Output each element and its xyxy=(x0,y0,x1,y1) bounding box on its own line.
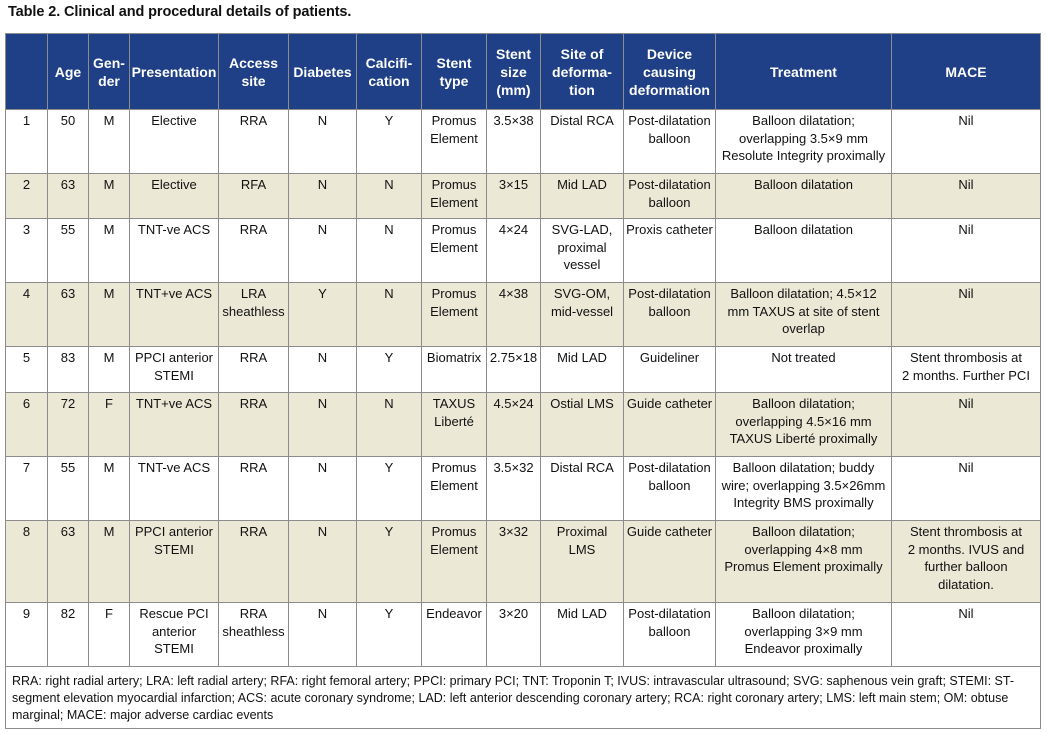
device-causing-deformation-cell: Post-dilatation balloon xyxy=(624,283,716,347)
site-of-deformation-cell: Distal RCA xyxy=(541,457,624,521)
diabetes-cell: N xyxy=(289,393,357,457)
calcification-cell: N xyxy=(357,283,422,347)
stent-type-cell: Promus Element xyxy=(422,457,487,521)
table-row xyxy=(6,457,1041,521)
stent-size-cell: 3×20 xyxy=(487,603,541,667)
stent-type-cell: Promus Element xyxy=(422,174,487,219)
presentation-cell: Rescue PCI anterior STEMI xyxy=(130,603,219,667)
access-site-cell: RRA xyxy=(219,457,289,521)
treatment-cell: Balloon dilatation xyxy=(716,174,892,219)
stent-size-cell: 2.75×18 xyxy=(487,347,541,393)
site-of-deformation-cell: Mid LAD xyxy=(541,174,624,219)
gender-cell: F xyxy=(89,393,130,457)
calcification-cell: Y xyxy=(357,347,422,393)
device-causing-deformation-cell: Guide catheter xyxy=(624,521,716,603)
header-cell: Presentation xyxy=(130,34,219,110)
diabetes-cell: N xyxy=(289,457,357,521)
table-caption: Table 2. Clinical and procedural details of patients. xyxy=(8,4,352,20)
stent-type-cell: Endeavor xyxy=(422,603,487,667)
mace-cell: Nil xyxy=(892,393,1041,457)
access-site-cell: LRA sheathless xyxy=(219,283,289,347)
patient-number-cell: 1 xyxy=(6,110,48,174)
gender-cell: M xyxy=(89,521,130,603)
gender-cell: F xyxy=(89,603,130,667)
site-of-deformation-cell: SVG-OM, mid-vessel xyxy=(541,283,624,347)
table-row xyxy=(6,110,1041,174)
gender-cell: M xyxy=(89,283,130,347)
table-footnote: RRA: right radial artery; LRA: left radial artery; RFA: right femoral artery; PPCI: primary PCI; TNT: Troponin T; IVUS: intravascular ultrasound; SVG: saphenous vein graft; STEMI: ST-segment elevation myocardial infarction; ACS: acute coronary syndrome; LAD: left anterior descending coronary artery; RCA: right coronary artery; LMS: left main stem; OM: obtuse marginal; MACE: major adverse cardiac events xyxy=(6,667,1041,729)
treatment-cell: Balloon dilatation; 4.5×12 mm TAXUS at site of stent overlap xyxy=(716,283,892,347)
patient-number-cell: 7 xyxy=(6,457,48,521)
site-of-deformation-cell: Mid LAD xyxy=(541,603,624,667)
table-row xyxy=(6,521,1041,603)
treatment-cell: Balloon dilatation; overlapping 3×9 mm Endeavor proximally xyxy=(716,603,892,667)
stent-size-cell: 3×32 xyxy=(487,521,541,603)
diabetes-cell: N xyxy=(289,347,357,393)
stent-size-cell: 3.5×32 xyxy=(487,457,541,521)
device-causing-deformation-cell: Proxis catheter xyxy=(624,219,716,283)
age-cell: 63 xyxy=(48,283,89,347)
access-site-cell: RRA xyxy=(219,347,289,393)
age-cell: 82 xyxy=(48,603,89,667)
access-site-cell: RRA xyxy=(219,521,289,603)
gender-cell: M xyxy=(89,457,130,521)
age-cell: 83 xyxy=(48,347,89,393)
calcification-cell: N xyxy=(357,219,422,283)
stent-size-cell: 3.5×38 xyxy=(487,110,541,174)
site-of-deformation-cell: Distal RCA xyxy=(541,110,624,174)
mace-cell: Stent thrombosis at 2 months. IVUS and further balloon dilatation. xyxy=(892,521,1041,603)
table-row xyxy=(6,393,1041,457)
treatment-cell: Balloon dilatation; overlapping 4×8 mm Promus Element proximally xyxy=(716,521,892,603)
header-cell: MACE xyxy=(892,34,1041,110)
treatment-cell: Balloon dilatation; overlapping 3.5×9 mm Resolute Integrity proximally xyxy=(716,110,892,174)
patient-number-cell: 4 xyxy=(6,283,48,347)
access-site-cell: RRA xyxy=(219,393,289,457)
diabetes-cell: N xyxy=(289,603,357,667)
presentation-cell: TNT-ve ACS xyxy=(130,457,219,521)
diabetes-cell: N xyxy=(289,219,357,283)
mace-cell: Nil xyxy=(892,603,1041,667)
patient-number-cell: 8 xyxy=(6,521,48,603)
mace-cell: Nil xyxy=(892,457,1041,521)
table-row xyxy=(6,603,1041,667)
stent-type-cell: Promus Element xyxy=(422,283,487,347)
stent-type-cell: Promus Element xyxy=(422,219,487,283)
header-cell: Calcifi- cation xyxy=(357,34,422,110)
header-cell xyxy=(6,34,48,110)
calcification-cell: N xyxy=(357,393,422,457)
device-causing-deformation-cell: Guideliner xyxy=(624,347,716,393)
gender-cell: M xyxy=(89,174,130,219)
site-of-deformation-cell: Proximal LMS xyxy=(541,521,624,603)
age-cell: 55 xyxy=(48,457,89,521)
device-causing-deformation-cell: Post-dilatation balloon xyxy=(624,174,716,219)
mace-cell: Nil xyxy=(892,174,1041,219)
mace-cell: Nil xyxy=(892,283,1041,347)
calcification-cell: Y xyxy=(357,521,422,603)
access-site-cell: RRA xyxy=(219,219,289,283)
gender-cell: M xyxy=(89,110,130,174)
calcification-cell: N xyxy=(357,174,422,219)
diabetes-cell: N xyxy=(289,521,357,603)
stent-type-cell: Biomatrix xyxy=(422,347,487,393)
mace-cell: Stent thrombosis at 2 months. Further PCI xyxy=(892,347,1041,393)
stent-size-cell: 3×15 xyxy=(487,174,541,219)
header-cell: Device causing deformation xyxy=(624,34,716,110)
age-cell: 55 xyxy=(48,219,89,283)
access-site-cell: RFA xyxy=(219,174,289,219)
treatment-cell: Balloon dilatation xyxy=(716,219,892,283)
header-cell: Treatment xyxy=(716,34,892,110)
header-row xyxy=(6,34,1041,110)
age-cell: 50 xyxy=(48,110,89,174)
patient-number-cell: 3 xyxy=(6,219,48,283)
mace-cell: Nil xyxy=(892,110,1041,174)
device-causing-deformation-cell: Post-dilatation balloon xyxy=(624,457,716,521)
patient-number-cell: 9 xyxy=(6,603,48,667)
diabetes-cell: Y xyxy=(289,283,357,347)
header-cell: Gen- der xyxy=(89,34,130,110)
treatment-cell: Balloon dilatation; buddy wire; overlapping 3.5×26mm Integrity BMS proximally xyxy=(716,457,892,521)
stent-size-cell: 4×38 xyxy=(487,283,541,347)
age-cell: 63 xyxy=(48,521,89,603)
header-cell: Access site xyxy=(219,34,289,110)
presentation-cell: TNT-ve ACS xyxy=(130,219,219,283)
stent-type-cell: Promus Element xyxy=(422,110,487,174)
presentation-cell: TNT+ve ACS xyxy=(130,283,219,347)
header-cell: Stent type xyxy=(422,34,487,110)
site-of-deformation-cell: Mid LAD xyxy=(541,347,624,393)
stent-type-cell: Promus Element xyxy=(422,521,487,603)
header-cell: Stent size (mm) xyxy=(487,34,541,110)
treatment-cell: Balloon dilatation; overlapping 4.5×16 mm TAXUS Liberté proximally xyxy=(716,393,892,457)
mace-cell: Nil xyxy=(892,219,1041,283)
site-of-deformation-cell: Ostial LMS xyxy=(541,393,624,457)
age-cell: 63 xyxy=(48,174,89,219)
device-causing-deformation-cell: Post-dilatation balloon xyxy=(624,110,716,174)
footnote-row xyxy=(6,667,1041,729)
patient-number-cell: 2 xyxy=(6,174,48,219)
stent-size-cell: 4×24 xyxy=(487,219,541,283)
calcification-cell: Y xyxy=(357,603,422,667)
access-site-cell: RRA sheathless xyxy=(219,603,289,667)
header-cell: Diabetes xyxy=(289,34,357,110)
device-causing-deformation-cell: Guide catheter xyxy=(624,393,716,457)
presentation-cell: Elective xyxy=(130,110,219,174)
stent-type-cell: TAXUS Liberté xyxy=(422,393,487,457)
treatment-cell: Not treated xyxy=(716,347,892,393)
diabetes-cell: N xyxy=(289,110,357,174)
age-cell: 72 xyxy=(48,393,89,457)
access-site-cell: RRA xyxy=(219,110,289,174)
table-row xyxy=(6,174,1041,219)
stent-size-cell: 4.5×24 xyxy=(487,393,541,457)
presentation-cell: Elective xyxy=(130,174,219,219)
table-row xyxy=(6,283,1041,347)
table-row xyxy=(6,219,1041,283)
calcification-cell: Y xyxy=(357,457,422,521)
presentation-cell: PPCI anterior STEMI xyxy=(130,347,219,393)
header-cell: Site of deforma- tion xyxy=(541,34,624,110)
patient-number-cell: 6 xyxy=(6,393,48,457)
table-row xyxy=(6,347,1041,393)
calcification-cell: Y xyxy=(357,110,422,174)
presentation-cell: TNT+ve ACS xyxy=(130,393,219,457)
device-causing-deformation-cell: Post-dilatation balloon xyxy=(624,603,716,667)
site-of-deformation-cell: SVG-LAD, proximal vessel xyxy=(541,219,624,283)
diabetes-cell: N xyxy=(289,174,357,219)
patient-number-cell: 5 xyxy=(6,347,48,393)
header-cell: Age xyxy=(48,34,89,110)
gender-cell: M xyxy=(89,347,130,393)
gender-cell: M xyxy=(89,219,130,283)
clinical-details-table xyxy=(5,33,1041,729)
presentation-cell: PPCI anterior STEMI xyxy=(130,521,219,603)
